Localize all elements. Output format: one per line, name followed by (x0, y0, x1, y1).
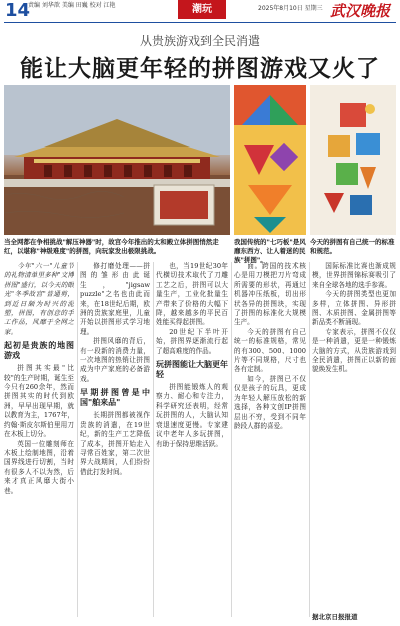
section-heading: 玩拼图能让大脑更年轻 (156, 360, 228, 380)
puzzle-pieces-illustration (310, 85, 396, 235)
article-headline: 能让大脑更年轻的拼图游戏又火了 (20, 56, 380, 82)
lead-paragraph: 今年"六一"儿童节的礼物清单里多种"文博拼图"盛行，以今天的眼光"冬季故宫"普通剪，到近日颇为时兴的泥塑，拼图，有创意的手工作品，风靡于全网之家。 (4, 262, 74, 336)
palace-puzzle-photo (4, 85, 230, 235)
tangram-photo (234, 85, 306, 235)
body-paragraph: 今天的拼图有自己统一的标准规格，常见的有300、500、1000片等不同规格，尺寸也各有定制。 (234, 327, 306, 374)
column-divider (309, 262, 310, 617)
newspaper-logo: 武汉晚报 (330, 2, 391, 20)
body-paragraph: 面。跨国的技术核心是用刀模把刀片弯成所需要的形状，再通过机器冲压纸板，切出形状各异的拼图块，实现了拼图的标准化大规模生产。 (234, 262, 306, 327)
article-byline: 据北京日报报道 (312, 613, 358, 621)
body-paragraph: 英国一位雕刻师在木板上绘制地图，沿着国界线进行切割，当时有很多人不以为然，后来才真正风靡大街小巷。 (4, 439, 74, 495)
editor-credits: 责编 刘华歆 美编 田巍 校对 江艳 (28, 2, 116, 9)
issue-date: 2025年8月10日 星期三 (258, 5, 323, 12)
body-paragraph: 如今，拼图已不仅仅是孩子的玩具，更成为年轻人解压放松的新选择，各种文创IP拼图层出不穷，受到不同年龄段人群的喜爱。 (234, 374, 306, 430)
body-paragraph: 也，当19世纪30年代横切技术取代了刀雕工艺之后，拼图可以大量生产，工业化批量生产带来了价格的大幅下降，越来越多的平民百姓能买得起拼图。 (156, 262, 228, 327)
column-divider (231, 262, 232, 617)
body-paragraph: 修打磨处理——拼图的雏形由此诞生，"jigsaw puzzle"之名也由此而来，在18世纪后期，欧洲的贵族家庭里，儿童开始以拼图形式学习地理。 (80, 262, 150, 336)
column-divider (77, 262, 78, 617)
puzzle-pieces-photo (310, 85, 396, 235)
body-paragraph: 拼图其实最"比较"的生产时期，诞生至今只有260余年，然而拼图其实的时代到欧洲，早早出现早期，就以教育为主，1767年，约翰·斯皮尔斯伯里用刀在木板上切分。 (4, 364, 74, 439)
article-column-1 (4, 262, 74, 622)
article-column-2 (80, 262, 150, 622)
article-subtitle: 从贵族游戏到全民消遣 (139, 34, 260, 48)
body-paragraph: 专家表示，拼图不仅仅是一种消遣，更是一种锻炼大脑的方式，从贵族游戏到全民消遣，拼图正以新的面貌焕发生机。 (312, 327, 396, 374)
body-paragraph: 拼图风靡的背后，有一段新的消费力量，一次地图的热销让拼图成为中产家庭的必备游戏。 (80, 337, 150, 383)
section-heading: 起初是贵族的地图游戏 (4, 341, 74, 361)
article-column-3 (156, 262, 228, 622)
section-heading: 早期拼图曾是中国"舶来品" (80, 388, 150, 408)
palace-puzzle-illustration (4, 85, 230, 235)
body-paragraph: 20世纪下半叶开始，拼图界逐渐流行起了超高难度的作品。 (156, 327, 228, 355)
body-paragraph: 长期拼图都被视作贵族的消遣，在19世纪，新的生产工艺降低了成本，拼图开始走入寻常百姓家，第二次世界大战期间，人们纷纷借此打发时间。 (80, 411, 150, 476)
article-column-5 (312, 262, 396, 622)
body-paragraph: 国际标准比赛也渐成规模，世界拼图锦标赛吸引了来自全球各地的选手参赛。 (312, 262, 396, 289)
tangram-illustration (234, 85, 306, 235)
masthead (0, 0, 400, 22)
page-number: 14 (5, 0, 31, 21)
photo1-caption: 当全网都在争相挑战"解压神器"时，故宫今年推出的太和殿立体拼图悄然走红，以堪称"神级难度"的拼图，向玩家发出极限挑战。 (4, 238, 219, 255)
photo2-caption: 我国传统的"七巧板"是风靡东西方、让人着迷的民族"拼图"。 (234, 238, 306, 264)
photo3-caption: 今天的拼图有自己统一的标准和规范。 (310, 238, 395, 255)
article-column-4 (234, 262, 306, 622)
column-divider (153, 262, 154, 617)
masthead-rule (4, 22, 396, 23)
section-tag: 潮玩 (178, 0, 226, 19)
body-paragraph: 今天的拼图类型也更加多样，立体拼图、异形拼图、木质拼图、金属拼图等新品类不断涌现。 (312, 290, 396, 327)
body-paragraph: 拼图能锻炼人的观察力、耐心和专注力，科学研究还表明，经常玩拼图的人，大脑认知衰退速度更慢。专家建议中老年人多玩拼图，有助于保持思维活跃。 (156, 383, 228, 448)
